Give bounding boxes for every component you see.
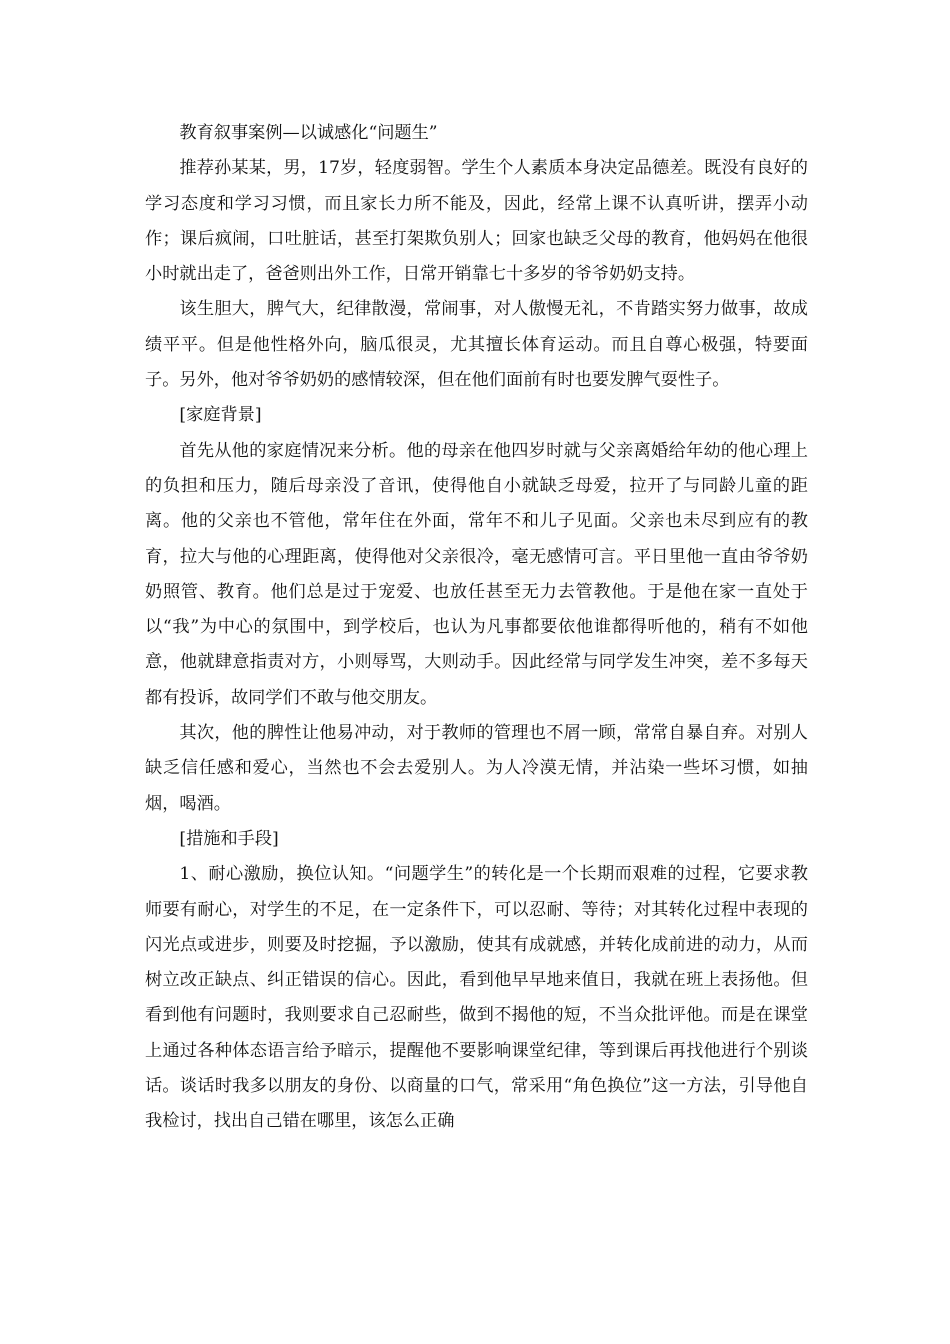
section-heading-measures: [措施和手段] — [179, 828, 279, 849]
document-body — [145, 116, 808, 1140]
paragraph-personality: 该生胆大，脾气大，纪律散漫，常闹事，对人傲慢无礼，不肯踏实努力做事，故成绩平平。但是他性格外向，脑瓜很灵，尤其擅长体育运动。而且自尊心极强，特要面子。另外，他对爷爷奶奶的感情较深，但在他们面前有时也要发脾气耍性子。 — [145, 299, 808, 391]
paragraph-family-analysis: 首先从他的家庭情况来分析。他的母亲在他四岁时就与父亲离婚给年幼的他心理上的负担和压力，随后母亲没了音讯，使得他自小就缺乏母爱，拉开了与同龄儿童的距离。他的父亲也不管他，常年住在外面，常年不和儿子见面。父亲也未尽到应有的教育，拉大与他的心理距离，使得他对父亲很冷，毫无感情可言。平日里他一直由爷爷奶奶照管、教育。他们总是过于宠爱、也放任甚至无力去管教他。于是他在家一直处于以“我”为中心的氛围中，到学校后，也认为凡事都要依他谁都得听他的，稍有不如他意，他就肆意指责对方，小则辱骂，大则动手。因此经常与同学发生冲突，差不多每天都有投诉，故同学们不敢与他交朋友。 — [145, 440, 808, 708]
paragraph-intro: 推荐孙某某，男，17岁，轻度弱智。学生个人素质本身决定品德差。既没有良好的学习态度和学习习惯，而且家长力所不能及，因此，经常上课不认真听讲，摆弄小动作；课后疯闹，口吐脏话，甚至打架欺负别人；回家也缺乏父母的教育，他妈妈在他很小时就出走了，爸爸则出外工作，日常开销靠七十多岁的爷爷奶奶支持。 — [145, 158, 808, 285]
paragraph-measure-1: 1、耐心激励，换位认知。“问题学生”的转化是一个长期而艰难的过程，它要求教师要有耐心，对学生的不足，在一定条件下，可以忍耐、等待；对其转化过程中表现的闪光点或进步，则要及时挖掘，予以激励，使其有成就感，并转化成前进的动力，从而树立改正缺点、纠正错误的信心。因此，看到他早早地来值日，我就在班上表扬他。但看到他有问题时，我则要求自己忍耐些，做到不揭他的短，不当众批评他。而是在课堂上通过各种体态语言给予暗示，提醒他不要影响课堂纪律，等到课后再找他进行个别谈话。谈话时我多以朋友的身份、以商量的口气，常采用“角色换位”这一方法，引导他自我检讨，找出自己错在哪里，该怎么正确 — [145, 864, 808, 1132]
document-title: 教育叙事案例—以诚感化“问题生” — [179, 123, 438, 143]
section-heading-family-background: [家庭背景] — [179, 405, 262, 426]
paragraph-temperament: 其次，他的脾性让他易冲动，对于教师的管理也不屑一顾，常常自暴自弃。对别人缺乏信任感和爱心，当然也不会去爱别人。为人冷漠无情，并沾染一些坏习惯，如抽烟，喝酒。 — [145, 723, 808, 814]
